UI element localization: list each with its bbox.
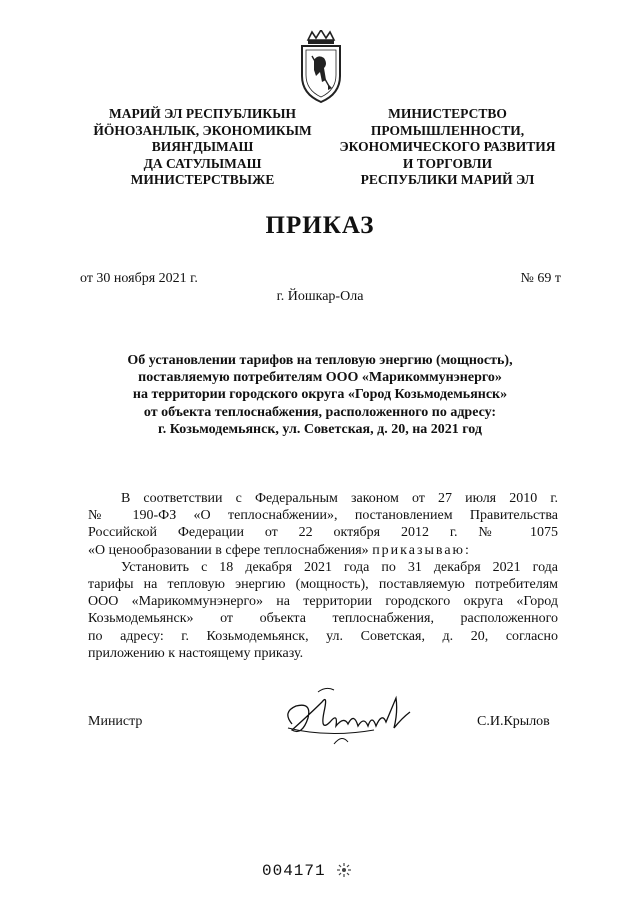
header-right-line: МИНИСТЕРСТВО [388, 106, 507, 121]
signatory-position: Министр [88, 714, 143, 729]
header-left-line: ДА САТУЛЫМАШ [143, 155, 262, 171]
header-right-line: И ТОРГОВЛИ [402, 155, 493, 171]
body-line: Российской Федерации от 22 октября 2012 г. № 1075 [88, 525, 558, 541]
signatory-name: С.И.Крылов [477, 714, 550, 729]
document-serial-number: 004171 [262, 862, 326, 880]
header-right-line: ПРОМЫШЛЕННОСТИ, [370, 122, 525, 138]
body-line: № 190-ФЗ «О теплоснабжении», постановлением Правительства [88, 508, 558, 524]
body-line: Козьмодемьянск» от объекта теплоснабжения, расположенного [88, 611, 558, 627]
document-body [88, 490, 558, 662]
ministry-name-russian [330, 106, 565, 189]
header-left-line: ВИЯҤДЫМАШ [151, 139, 254, 154]
header-right-line: ЭКОНОМИЧЕСКОГО РАЗВИТИЯ [339, 139, 556, 154]
document-subject [70, 352, 570, 438]
subject-line: на территории городского округа «Город Козьмодемьянск» [132, 387, 508, 403]
header-left-line: ЙÖНОЗАНЛЫК, ЭКОНОМИКЫМ [93, 122, 312, 138]
body-line: по адресу: г. Козьмодемьянск, ул. Советская, д. 20, согласно [88, 628, 558, 644]
document-city: г. Йошкар-Ола [276, 289, 364, 304]
subject-line: поставляемую потребителям ООО «Марикоммунэнерго» [138, 370, 502, 386]
body-line: В соответствии с Федеральным законом от 27 июля 2010 г. [121, 491, 558, 506]
ministry-name-mari [90, 106, 315, 189]
body-line: ООО «Марикоммунэнерго» на территории городского округа «Город [88, 594, 558, 610]
header-left-line: МИНИСТЕРСТВЫЖЕ [130, 172, 275, 187]
document-number: № 69 т [520, 271, 561, 286]
body-line: Установить с 18 декабря 2021 года по 31 декабря 2021 года [121, 559, 558, 575]
handwritten-signature-icon [278, 682, 428, 752]
body-line: тарифы на тепловую энергию (мощность), поставляемую потребителям [88, 577, 558, 593]
header-left-line: МАРИЙ ЭЛ РЕСПУБЛИКЫН [109, 106, 296, 121]
body-line: «О ценообразовании в сфере теплоснабжения» [88, 542, 369, 558]
body-line: приложению к настоящему приказу. [88, 645, 304, 661]
document-title: ПРИКАЗ [265, 212, 375, 239]
body-line-order [88, 542, 558, 559]
document-date: от 30 ноября 2021 г. [80, 271, 198, 286]
header-right-line: РЕСПУБЛИКИ МАРИЙ ЭЛ [360, 172, 535, 187]
stamp-mark-icon [336, 862, 352, 878]
mari-el-coat-of-arms-icon [298, 30, 344, 104]
subject-line: Об установлении тарифов на тепловую энергию (мощность), [127, 353, 513, 368]
subject-line: от объекта теплоснабжения, расположенного по адресу: [143, 404, 497, 420]
subject-line: г. Козьмодемьянск, ул. Советская, д. 20, на 2021 год [158, 421, 482, 437]
order-word: приказываю: [372, 542, 471, 558]
